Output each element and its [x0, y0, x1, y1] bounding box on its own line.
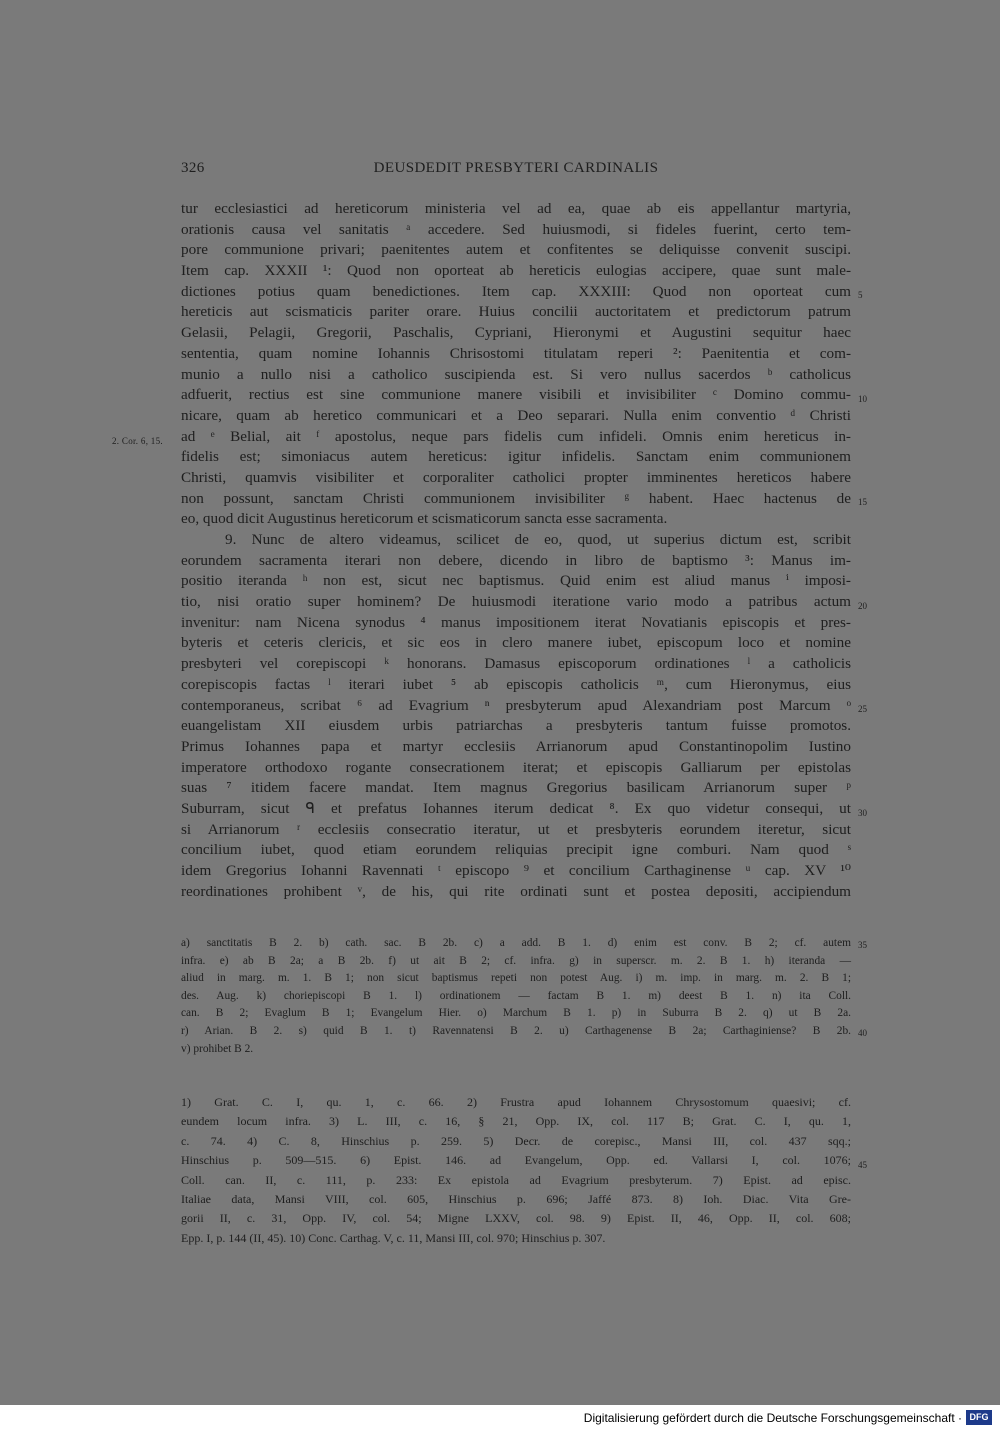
text-line: fidelis est; simoniacus autem hereticus: igitur infidelis. Sanctam enim communionem [181, 448, 851, 466]
line-number: 25 [858, 704, 867, 714]
text-line: contemporaneus, scribat ⁶ ad Evagrium ⁿ presbyterum apud Alexandriam post Marcum ᵒ [181, 696, 851, 714]
text-line: corepiscopis factas ˡ iterari iubet ⁵ ab episcopis catholicis ᵐ, cum Hieronymus, eius [181, 675, 851, 693]
text-line: Item cap. XXXII ¹: Quod non oporteat ab hereticis eulogias accipere, quae sunt male- [181, 262, 851, 280]
footnote-line: Epp. I, p. 144 (II, 45). 10) Conc. Carthag. V, c. 11, Mansi III, col. 970; Hinschius p. 307. [181, 1230, 606, 1245]
apparatus-line: v) prohibet B 2. [181, 1042, 254, 1055]
text-line: eo, quod dicit Augustinus hereticorum et scismaticorum sancta esse sacramenta. [181, 510, 668, 528]
critical-apparatus [181, 935, 867, 1058]
footnote-line: Coll. can. II, c. 111, p. 233: Ex epistola ad Evagrium presbyterum. 7) Epist. ad episc. [181, 1172, 851, 1187]
main-text [112, 199, 867, 902]
text-line: Gelasii, Pelagii, Gregorii, Paschalis, Cypriani, Hieronymi et Augustini sequitur haec [181, 324, 851, 342]
text-line: ad ᵉ Belial, ait ᶠ apostolus, neque pars fidelis cum infideli. Omnis enim hereticus in- [181, 427, 851, 445]
text-line: euangelistam XII eiusdem urbis patriarchas a presbyteris tantum fuisse promotos. [181, 717, 851, 735]
running-title: DEUSDEDIT PRESBYTERI CARDINALIS [373, 160, 659, 176]
footnote-line: 1) Grat. C. I, qu. 1, c. 66. 2) Frustra apud Iohannem Chrysostomum quaesivi; cf. [181, 1095, 851, 1109]
text-line: hereticis aut scismaticis pariter orare. Huius concilii auctoritatem et predictorum patrum [181, 303, 851, 321]
text-line: reordinationes prohibent ᵛ, de his, qui rite ordinati sunt et postea depositi, accipiendum [181, 882, 851, 900]
text-line: positio iteranda ʰ non est, sicut nec baptismus. Quid enim est aliud manus ⁱ imposi- [181, 572, 851, 590]
text-line: Primus Iohannes papa et martyr ecclesiis Arrianorum apud Constantinopolim Iustino [181, 737, 851, 755]
apparatus-line: r) Arian. B 2. s) quid B 1. t) Ravennatensi B 2. u) Carthagenense B 2a; Carthaginiense? B 2b. [181, 1024, 851, 1037]
text-line: munio a nullo nisi a catholico suscipienda est. Si vero nullus sacerdos ᵇ catholicus [181, 365, 851, 383]
text-line: suas ⁷ itidem facere mandat. Item magnus Gregorius basilicam Arrianorum super ᵖ [181, 779, 851, 797]
line-number: 40 [858, 1028, 867, 1038]
text-line: 9. Nunc de altero videamus, scilicet de eo, quod, ut superius dictum est, scribit [225, 531, 851, 548]
footnote-line: Italiae data, Mansi VIII, col. 605, Hinschius p. 696; Jaffé 873. 8) Ioh. Diac. Vita Gre- [181, 1192, 851, 1207]
text-line: imperatore orthodoxo rogante consecrationem iterat; et episcopis Galliarum per epistolas [181, 758, 851, 776]
text-line: Christi, quamvis visibiliter et corporaliter catholici propter imminentes hereticos habere [181, 468, 851, 486]
text-line: Suburram, sicut ᑫ et prefatus Iohannes iterum dedicat ⁸. Ex quo videtur consequi, ut [181, 799, 851, 817]
line-number: 45 [858, 1160, 867, 1170]
apparatus-line: aliud in marg. m. 1. B 1; non sicut baptismus repeti non potest Aug. i) m. imp. in marg. m. 2. B 1; [181, 972, 851, 985]
apparatus-line: des. Aug. k) choriepiscopi B 1. l) ordinationem — factam B 1. m) deest B 1. n) ita Coll. [181, 989, 851, 1002]
text-line: sententia, quam nomine Iohannis Chrisostomi titulatam reperi ²: Paenitentia et com- [181, 344, 851, 362]
margin-reference: 2. Cor. 6, 15. [112, 436, 163, 446]
text-line: invenitur: nam Nicena synodus ⁴ manus impositionem iterat Novatianis episcopis et pres- [181, 613, 851, 631]
text-line: nicare, quam ab heretico communicari et a Deo separari. Nulla enim conventio ᵈ Christi [181, 406, 851, 424]
footnote-line: Hinschius p. 509—515. 6) Epist. 146. ad Evangelum, Opp. ed. Vallarsi I, col. 1076; [181, 1153, 851, 1168]
page-number: 326 [181, 160, 205, 176]
footnote-line: eundem locum infra. 3) L. III, c. 16, § 21, Opp. IX, col. 117 B; Grat. C. I, qu. 1, [181, 1114, 851, 1129]
line-number: 30 [858, 808, 867, 818]
line-number: 5 [858, 290, 863, 300]
footnote-line: c. 74. 4) C. 8, Hinschius p. 259. 5) Decr. de corepisc., Mansi III, col. 437 sqq.; [181, 1133, 851, 1148]
text-line: idem Gregorius Iohanni Ravennati ᵗ episcopo ⁹ et concilium Carthaginense ᵘ cap. XV ¹⁰ [181, 862, 851, 879]
digitization-credit: Digitalisierung gefördert durch die Deutsche Forschungsgemeinschaft · [583, 1411, 962, 1425]
text-line: presbyteri vel corepiscopi ᵏ honorans. Damasus episcoporum ordinationes ˡ a catholicis [181, 655, 851, 673]
apparatus-line: can. B 2; Evaglum B 1; Evangelum Hier. o) Marchum B 1. p) in Suburra B 2. q) ut B 2a. [181, 1007, 851, 1020]
text-line: tur ecclesiastici ad hereticorum ministeria vel ad ea, quae ab eis appellantur martyria, [181, 200, 851, 217]
text-line: dictiones potius quam benedictiones. Item cap. XXXIII: Quod non oporteat cum [181, 282, 851, 300]
footnotes [181, 1093, 867, 1248]
text-line: pore communione privari; paenitentes autem et confitentes se deliquisse convenit suscipi. [181, 241, 851, 259]
line-number: 20 [858, 601, 867, 611]
text-line: byteris et ceteris clericis, et sic eos in clero manere iubet, episcopum loco et nomine [181, 634, 851, 652]
text-line: orationis causa vel sanitatis ᵃ accedere. Sed huiusmodi, si fideles fuerint, certo tem- [181, 220, 851, 238]
dfg-logo-icon: DFG [966, 1410, 992, 1425]
line-number: 35 [858, 940, 867, 950]
apparatus-line: infra. e) ab B 2a; a B 2b. f) ut ait B 2; cf. infra. g) in superscr. m. 2. B 1. h) iteranda — [181, 954, 851, 967]
text-line: concilium iubet, quod etiam eorundem reliquias precipit igne comburi. Nam quod ˢ [181, 841, 851, 859]
footnote-line: gorii II, c. 31, Opp. IV, col. 54; Migne LXXV, col. 98. 9) Epist. II, 46, Opp. II, col. 608; [181, 1211, 851, 1226]
apparatus-line: a) sanctitatis B 2. b) cath. sac. B 2b. c) a add. B 1. d) enim est conv. B 2; cf. autem [181, 937, 851, 949]
line-number: 10 [858, 394, 867, 404]
text-line: non possunt, sanctam Christi communionem invisibiliter ᵍ habent. Haec hactenus de [181, 489, 851, 507]
text-line: si Arrianorum ʳ ecclesiis consecratio iteratur, ut et presbyteris eorundem iteretur, sicut [181, 820, 851, 838]
text-line: adfuerit, rectius est sine communione manere visibili et invisibiliter ᶜ Domino commu- [181, 386, 851, 404]
text-line: eorundem sacramenta iterari non debere, dicendo in libro de baptismo ³: Manus im- [181, 551, 851, 569]
text-line: tio, nisi oratio super hominem? De huiusmodi iteratione vario modo a patribus actum [181, 593, 851, 611]
line-number: 15 [858, 497, 867, 507]
